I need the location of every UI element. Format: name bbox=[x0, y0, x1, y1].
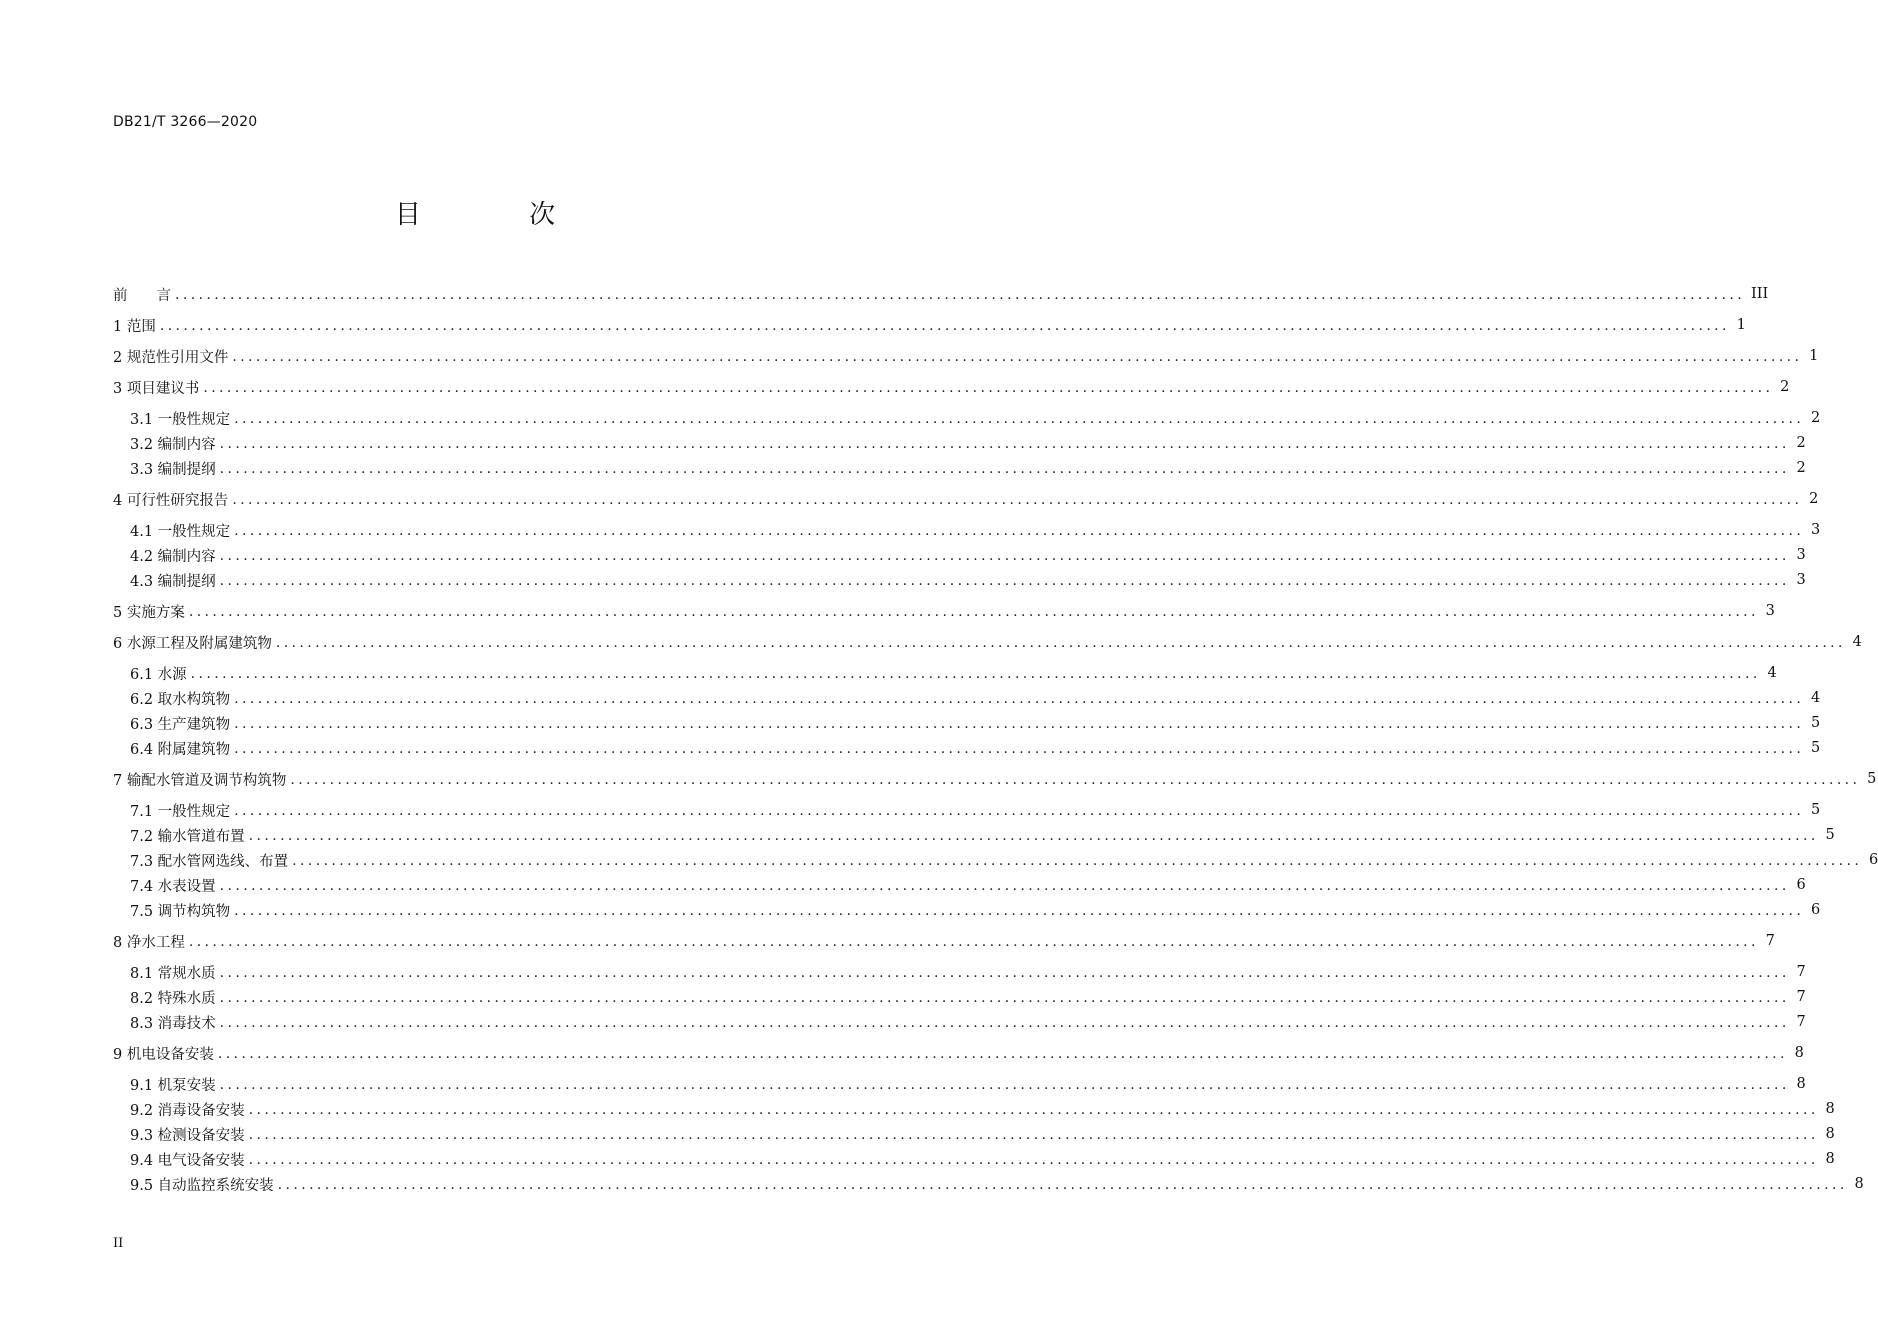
toc-entry-page: 6 bbox=[1868, 852, 1878, 868]
toc-entry-label: 9.3 检测设备安装 bbox=[130, 1127, 245, 1144]
toc-subsection-entry[interactable] bbox=[130, 961, 1806, 983]
document-code: DB21/T 3266—2020 bbox=[113, 114, 258, 130]
toc-entry-page: 5 bbox=[1810, 715, 1821, 731]
toc-entry-label: 5 实施方案 bbox=[113, 604, 185, 621]
dot-leader: ........................................................................................................................................................................................................ bbox=[248, 828, 1819, 844]
toc-entry-label: 7.2 输水管道布置 bbox=[130, 828, 245, 845]
dot-leader: ........................................................................................................................................................................................................ bbox=[275, 635, 1846, 651]
toc-entry-label: 9.1 机泵安装 bbox=[130, 1077, 216, 1094]
toc-entry-page: 8 bbox=[1825, 1126, 1835, 1142]
dot-leader: ........................................................................................................................................................................................................ bbox=[290, 772, 1861, 788]
toc-entry-label: 8 净水工程 bbox=[113, 934, 185, 951]
toc-title: 目 次 bbox=[394, 200, 606, 230]
toc-subsection-entry[interactable] bbox=[130, 874, 1806, 896]
toc-subsection-entry[interactable] bbox=[130, 1148, 1835, 1170]
dot-leader: ........................................................................................................................................................................................................ bbox=[219, 878, 1790, 894]
toc-entry-page: III bbox=[1751, 286, 1769, 302]
toc-entry-label: 前 言 bbox=[113, 287, 171, 304]
toc-entry-label: 3.1 一般性规定 bbox=[130, 411, 231, 428]
toc-entry-page: 3 bbox=[1796, 547, 1806, 563]
toc-subsection-entry[interactable] bbox=[130, 986, 1806, 1008]
toc-entry-label: 2 规范性引用文件 bbox=[113, 349, 229, 366]
toc-entry-label: 3.3 编制提纲 bbox=[130, 461, 216, 478]
toc-entry-page: 2 bbox=[1810, 410, 1821, 426]
toc-entry-page: 7 bbox=[1796, 989, 1806, 1005]
toc-entry-page: 5 bbox=[1825, 827, 1835, 843]
toc-entry-label: 1 范围 bbox=[113, 318, 156, 335]
toc-section-entry[interactable] bbox=[113, 376, 1790, 398]
toc-entry-label: 7.4 水表设置 bbox=[130, 878, 216, 895]
dot-leader: ........................................................................................................................................................................................................ bbox=[234, 691, 1805, 707]
dot-leader: ........................................................................................................................................................................................................ bbox=[292, 853, 1863, 869]
toc-entry-label: 7.3 配水管网选线、布置 bbox=[130, 853, 289, 870]
toc-subsection-entry[interactable] bbox=[130, 519, 1821, 541]
dot-leader: ........................................................................................................................................................................................................ bbox=[248, 1102, 1819, 1118]
dot-leader: ........................................................................................................................................................................................................ bbox=[188, 934, 1759, 950]
toc-entry-page: 5 bbox=[1867, 771, 1877, 787]
toc-subsection-entry[interactable] bbox=[130, 544, 1806, 566]
dot-leader: ........................................................................................................................................................................................................ bbox=[219, 548, 1790, 564]
toc-entry-label: 7 输配水管道及调节构筑物 bbox=[113, 772, 287, 789]
toc-subsection-entry[interactable] bbox=[130, 849, 1878, 871]
toc-entry-page: 3 bbox=[1765, 603, 1775, 619]
toc-entry-page: 6 bbox=[1796, 877, 1806, 893]
dot-leader: ........................................................................................................................................................................................................ bbox=[232, 492, 1803, 508]
toc-section-entry[interactable] bbox=[113, 488, 1819, 510]
dot-leader: ........................................................................................................................................................................................................ bbox=[234, 523, 1805, 539]
toc-section-entry[interactable] bbox=[113, 314, 1746, 336]
toc-entry-label: 6 水源工程及附属建筑物 bbox=[113, 635, 272, 652]
toc-subsection-entry[interactable] bbox=[130, 899, 1821, 921]
dot-leader: ........................................................................................................................................................................................................ bbox=[234, 741, 1805, 757]
toc-entry-label: 3 项目建议书 bbox=[113, 380, 200, 397]
dot-leader: ........................................................................................................................................................................................................ bbox=[234, 903, 1805, 919]
toc-entry-label: 4.1 一般性规定 bbox=[130, 523, 231, 540]
toc-section-entry[interactable] bbox=[113, 600, 1775, 622]
toc-subsection-entry[interactable] bbox=[130, 407, 1821, 429]
toc-entry-label: 8.2 特殊水质 bbox=[130, 990, 216, 1007]
dot-leader: ........................................................................................................................................................................................................ bbox=[190, 666, 1761, 682]
toc-entry-page: 4 bbox=[1810, 690, 1821, 706]
dot-leader: ........................................................................................................................................................................................................ bbox=[219, 990, 1790, 1006]
toc-entry-page: 8 bbox=[1854, 1176, 1864, 1192]
toc-entry-label: 9.4 电气设备安装 bbox=[130, 1152, 245, 1169]
toc-entry-page: 7 bbox=[1796, 964, 1806, 980]
toc-subsection-entry[interactable] bbox=[130, 824, 1835, 846]
toc-entry-page: 8 bbox=[1825, 1101, 1835, 1117]
toc-subsection-entry[interactable] bbox=[130, 457, 1806, 479]
toc-subsection-entry[interactable] bbox=[130, 799, 1821, 821]
toc-entry-page: 3 bbox=[1796, 572, 1806, 588]
toc-entry-label: 8.3 消毒技术 bbox=[130, 1015, 216, 1032]
page-number: II bbox=[113, 1236, 124, 1251]
dot-leader: ........................................................................................................................................................................................................ bbox=[159, 318, 1730, 334]
dot-leader: ........................................................................................................................................................................................................ bbox=[232, 349, 1803, 365]
toc-section-entry[interactable] bbox=[113, 631, 1862, 653]
dot-leader: ........................................................................................................................................................................................................ bbox=[277, 1177, 1848, 1193]
toc-section-entry[interactable] bbox=[113, 283, 1769, 305]
toc-entry-page: 7 bbox=[1765, 933, 1775, 949]
dot-leader: ........................................................................................................................................................................................................ bbox=[188, 604, 1759, 620]
toc-entry-label: 9.5 自动监控系统安装 bbox=[130, 1177, 274, 1194]
toc-entry-page: 6 bbox=[1810, 902, 1821, 918]
toc-entry-label: 3.2 编制内容 bbox=[130, 436, 216, 453]
dot-leader: ........................................................................................................................................................................................................ bbox=[219, 461, 1790, 477]
toc-subsection-entry[interactable] bbox=[130, 1011, 1806, 1033]
toc-entry-label: 6.2 取水构筑物 bbox=[130, 691, 231, 708]
dot-leader: ........................................................................................................................................................................................................ bbox=[175, 287, 1746, 303]
dot-leader: ........................................................................................................................................................................................................ bbox=[219, 1015, 1790, 1031]
toc-entry-label: 8.1 常规水质 bbox=[130, 965, 216, 982]
toc-entry-page: 4 bbox=[1852, 634, 1862, 650]
toc-subsection-entry[interactable] bbox=[130, 1173, 1864, 1195]
toc-entry-page: 5 bbox=[1810, 740, 1821, 756]
toc-entry-page: 8 bbox=[1825, 1151, 1835, 1167]
toc-entry-label: 4 可行性研究报告 bbox=[113, 492, 229, 509]
toc-section-entry[interactable] bbox=[113, 930, 1775, 952]
toc-subsection-entry[interactable] bbox=[130, 432, 1806, 454]
toc-subsection-entry[interactable] bbox=[130, 737, 1821, 759]
toc-entry-label: 4.3 编制提纲 bbox=[130, 573, 216, 590]
dot-leader: ........................................................................................................................................................................................................ bbox=[219, 436, 1790, 452]
toc-entry-page: 3 bbox=[1810, 522, 1821, 538]
dot-leader: ........................................................................................................................................................................................................ bbox=[217, 1046, 1788, 1062]
dot-leader: ........................................................................................................................................................................................................ bbox=[234, 803, 1805, 819]
toc-entry-label: 6.1 水源 bbox=[130, 666, 187, 683]
toc-subsection-entry[interactable] bbox=[130, 687, 1821, 709]
dot-leader: ........................................................................................................................................................................................................ bbox=[203, 380, 1774, 396]
toc-section-entry[interactable] bbox=[113, 1042, 1804, 1064]
toc-subsection-entry[interactable] bbox=[130, 1098, 1835, 1120]
toc-subsection-entry[interactable] bbox=[130, 569, 1806, 591]
toc-entry-page: 2 bbox=[1780, 379, 1790, 395]
toc-entry-page: 2 bbox=[1809, 491, 1819, 507]
toc-entry-label: 7.1 一般性规定 bbox=[130, 803, 231, 820]
dot-leader: ........................................................................................................................................................................................................ bbox=[234, 716, 1805, 732]
dot-leader: ........................................................................................................................................................................................................ bbox=[219, 965, 1790, 981]
dot-leader: ........................................................................................................................................................................................................ bbox=[219, 573, 1790, 589]
toc-entry-label: 9 机电设备安装 bbox=[113, 1046, 214, 1063]
toc-entry-label: 6.4 附属建筑物 bbox=[130, 741, 231, 758]
dot-leader: ........................................................................................................................................................................................................ bbox=[248, 1127, 1819, 1143]
dot-leader: ........................................................................................................................................................................................................ bbox=[234, 411, 1805, 427]
toc-entry-label: 7.5 调节构筑物 bbox=[130, 903, 231, 920]
toc-section-entry[interactable] bbox=[113, 768, 1877, 790]
toc-entry-page: 4 bbox=[1767, 665, 1777, 681]
toc-entry-label: 6.3 生产建筑物 bbox=[130, 716, 231, 733]
toc-entry-page: 8 bbox=[1796, 1076, 1806, 1092]
toc-subsection-entry[interactable] bbox=[130, 662, 1777, 684]
toc-entry-page: 8 bbox=[1794, 1045, 1804, 1061]
toc-entry-page: 1 bbox=[1809, 348, 1819, 364]
dot-leader: ........................................................................................................................................................................................................ bbox=[219, 1077, 1790, 1093]
toc-subsection-entry[interactable] bbox=[130, 712, 1821, 734]
toc-entry-page: 7 bbox=[1796, 1014, 1806, 1030]
toc-entry-label: 9.2 消毒设备安装 bbox=[130, 1102, 245, 1119]
toc-subsection-entry[interactable] bbox=[130, 1073, 1806, 1095]
toc-entry-page: 2 bbox=[1796, 460, 1806, 476]
toc-subsection-entry[interactable] bbox=[130, 1123, 1835, 1145]
toc-entry-page: 1 bbox=[1736, 317, 1746, 333]
toc-entry-label: 4.2 编制内容 bbox=[130, 548, 216, 565]
toc-section-entry[interactable] bbox=[113, 345, 1819, 367]
toc-entry-page: 5 bbox=[1810, 802, 1821, 818]
dot-leader: ........................................................................................................................................................................................................ bbox=[248, 1152, 1819, 1168]
toc-entry-page: 2 bbox=[1796, 435, 1806, 451]
